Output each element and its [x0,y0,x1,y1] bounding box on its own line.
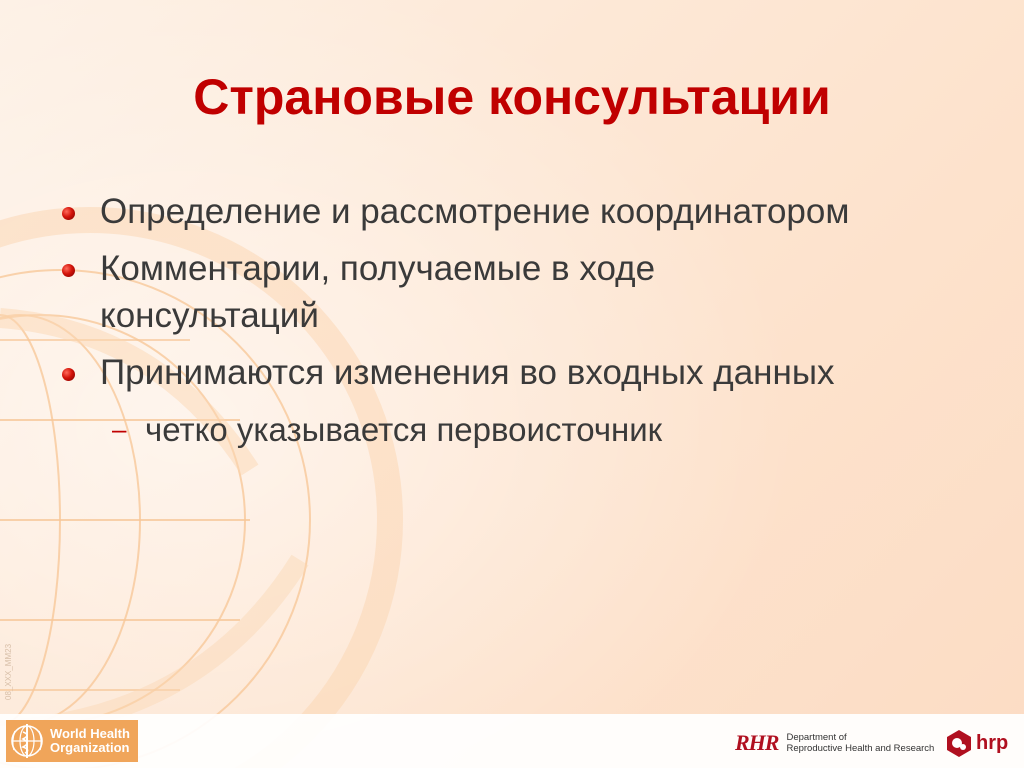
who-emblem-icon [6,720,48,762]
bullet-dot-icon [62,368,75,381]
who-name-line2: Organization [50,740,130,755]
bullet-item [60,188,990,235]
bullet-item [60,245,800,339]
hrp-text: hrp [976,731,1009,754]
sub-bullet-text: четко указывается первоисточник [145,411,663,448]
bullet-item [60,349,990,396]
bullet-dot-icon [62,207,75,220]
rhr-line2: Reproductive Health and Research [786,743,935,754]
bullet-list [60,188,990,453]
rhr-line1: Department of [786,732,847,743]
who-name [50,727,130,755]
dash-marker: – [112,414,127,444]
bullet-dot-icon [62,264,75,277]
bullet-text: Принимаются изменения во входных данных [100,353,835,392]
rhr-department [786,732,934,754]
hrp-hexagon-icon [944,728,974,758]
rhr-mark: RHR [735,730,779,755]
rhr-logo [735,730,934,756]
sub-bullet-item [60,406,990,453]
slide-title: Страновые консультации [193,69,831,125]
who-logo [6,720,138,762]
bullet-text: Комментарии, получаемые в ходе консультаций [100,249,656,335]
hrp-logo [944,728,1008,758]
slide-code: 08_XXX_MM23 [4,643,13,700]
bullet-text: Определение и рассмотрение координатором [100,192,850,231]
who-name-line1: World Health [50,726,130,741]
